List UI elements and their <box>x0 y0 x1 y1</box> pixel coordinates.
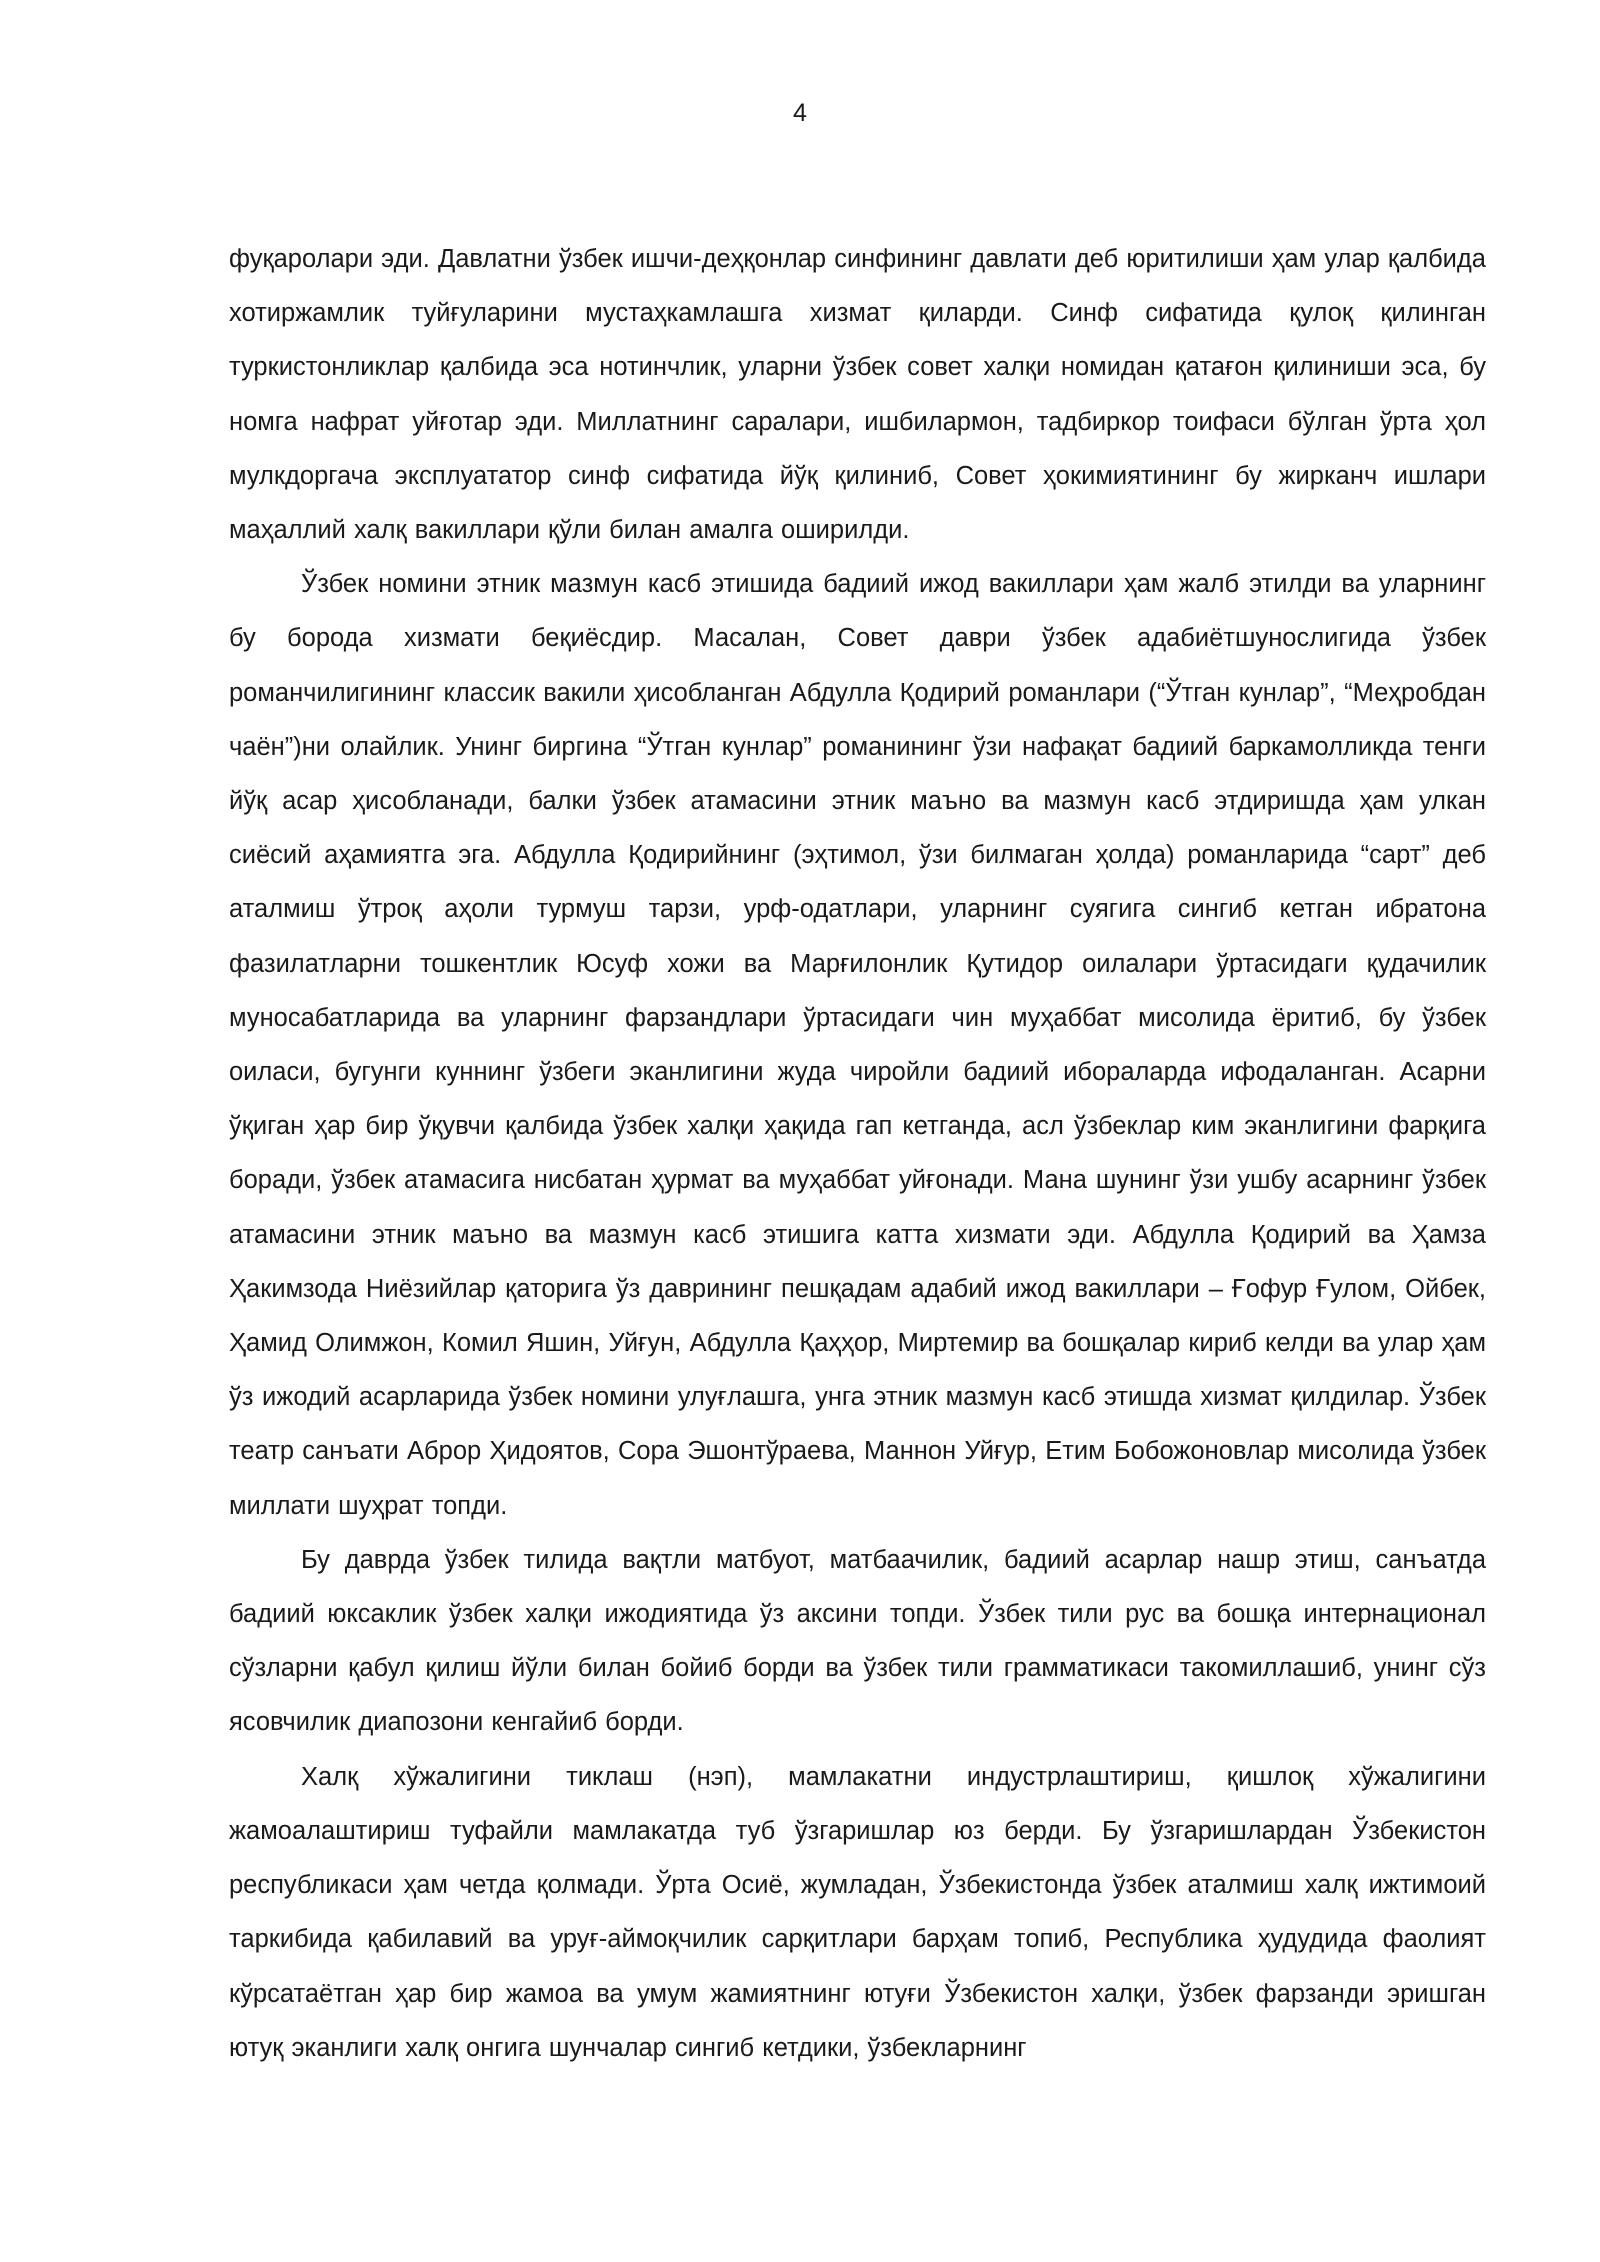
paragraph-1: фуқаролари эди. Давлатни ўзбек ишчи-деҳқонлар синфининг давлати деб юритилиши ҳам улар қалбида хотиржамлик туйғуларини мустаҳкамлашга хизмат қиларди. Синф сифатида қулоқ қилинган туркистонликлар қалбида эса нотинчлик, уларни ўзбек совет халқи номидан қатағон қилиниши эса, бу номга нафрат уйғотар эди. Миллатнинг саралари, ишбилармон, тадбиркор тоифаси бўлган ўрта ҳол мулкдоргача эксплуататор синф сифатида йўқ қилиниб, Совет ҳокимиятининг бу жирканч ишлари маҳаллий халқ вакиллари қўли билан амалга оширилди. <box>229 245 1486 545</box>
page-number: 4 <box>793 99 807 127</box>
paragraph-4: Халқ хўжалигини тиклаш (нэп), мамлакатни индустрлаштириш, қишлоқ хўжалигини жамоалаштириш туфайли мамлакатда туб ўзгаришлар юз берди. Бу ўзгаришлардан Ўзбекистон республикаси ҳам четда қолмади. Ўрта Осиё, жумладан, Ўзбекистонда ўзбек аталмиш халқ ижтимоий таркибида қабилавий ва уруғ-аймоқчилик сарқитлари барҳам топиб, Республика ҳудудида фаолият кўрсатаётган ҳар бир жамоа ва умум жамиятнинг ютуғи Ўзбекистон халқи, ўзбек фарзанди эришган ютуқ эканлиги халқ онгига шунчалар сингиб кетдики, ўзбекларнинг <box>229 1762 1486 2062</box>
page-body <box>229 232 1486 2075</box>
paragraph-2: Ўзбек номини этник мазмун касб этишида бадиий ижод вакиллари ҳам жалб этилди ва уларнинг бу бородa хизмати беқиёсдир. Масалан, Совет даври ўзбек адабиётшунослигида ўзбек романчилигининг классик вакили ҳисобланган Абдулла Қодирий романлари (“Ўтган кунлар”, “Меҳробдан чаён”)ни олайлик. Унинг биргина “Ўтган кунлар” романининг ўзи нафақат бадиий баркамолликда тенги йўқ асар ҳисобланади, балки ўзбек атамасини этник маъно ва мазмун касб этдиришда ҳам улкан сиёсий аҳамиятга эга. Абдулла Қодирийнинг (эҳтимол, ўзи билмаган ҳолда) романларида “сарт” деб аталмиш ўтроқ аҳоли турмуш тарзи, урф-одатлари, уларнинг суягига сингиб кетган ибратона фазилатларни тошкентлик Юсуф хожи ва Марғилонлик Қутидор оилалари ўртасидаги қудачилик муносабатларида ва уларнинг фарзандлари ўртасидаги чин муҳаббат мисолида ёритиб, бу ўзбек оиласи, бугунги куннинг ўзбеги эканлигини жуда чиройли бадиий ибораларда ифодаланган. Асарни ўқиган ҳар бир ўқувчи қалбида ўзбек халқи ҳақида гап кетганда, асл ўзбеклар ким эканлигини фарқига боради, ўзбек атамасига нисбатан ҳурмат ва муҳаббат уйғонади. Мана шунинг ўзи ушбу асарнинг ўзбек атамасини этник маъно ва мазмун касб этишига катта хизмати эди. Абдулла Қодирий ва Ҳамза Ҳакимзода Ниёзийлар қаторига ўз даврининг пешқадам адабий ижод вакиллари – Ғофур Ғулом, Ойбек, Ҳамид Олимжон, Комил Яшин, Уйғун, Абдулла Қаҳҳор, Миртемир ва бошқалар кириб келди ва улар ҳам ўз ижодий асарларида ўзбек номини улуғлашга, унга этник мазмун касб этишда хизмат қилдилар. Ўзбек театр санъати Аброр Ҳидоятов, Сора Эшонтўраева, Маннон Уйғур, Етим Бобожоновлар мисолида ўзбек миллати шуҳрат топди. <box>229 570 1486 1520</box>
paragraph-3: Бу даврда ўзбек тилида вақтли матбуот, матбаачилик, бадиий асарлар нашр этиш, санъатда бадиий юксаклик ўзбек халқи ижодиятида ўз аксини топди. Ўзбек тили рус ва бошқа интернационал сўзларни қабул қилиш йўли билан бойиб борди ва ўзбек тили грамматикаси такомиллашиб, унинг сўз ясовчилик диапозони кенгайиб борди. <box>229 1545 1486 1737</box>
